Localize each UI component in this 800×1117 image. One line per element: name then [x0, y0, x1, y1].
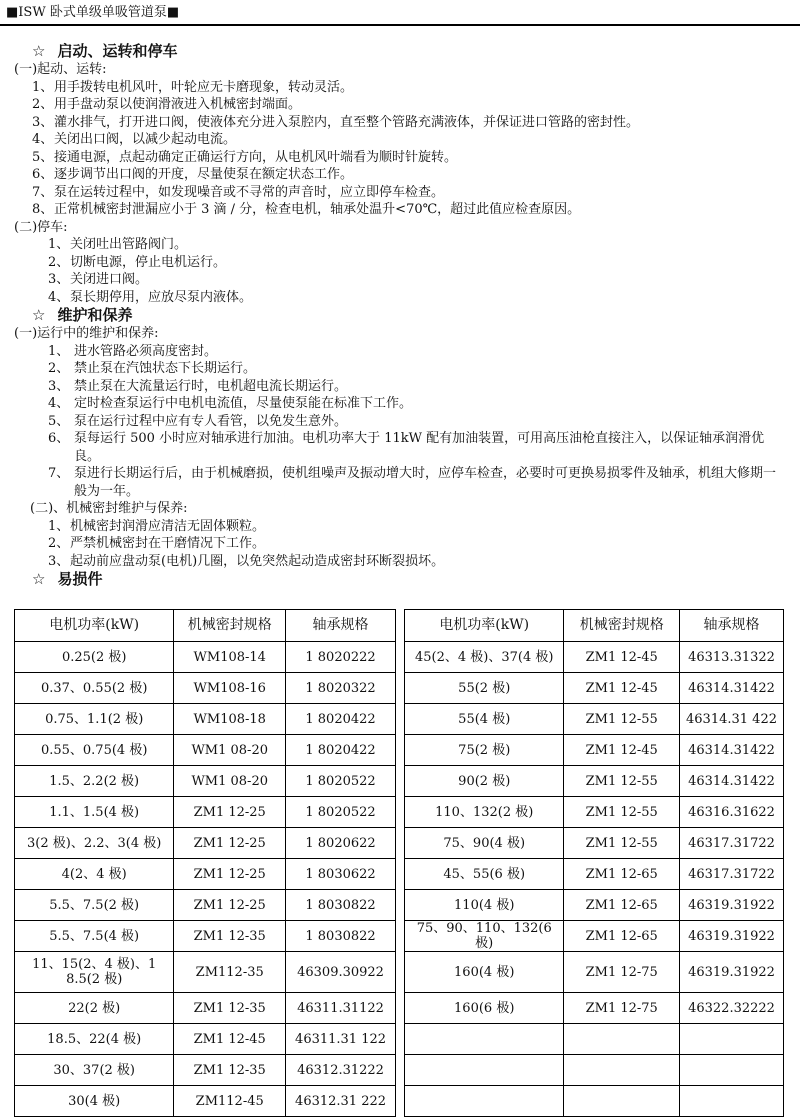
- list-item: [0, 535, 800, 553]
- cell-bearing-spec: 46314.31422: [680, 766, 784, 797]
- cell-bearing-spec: 46312.31 222: [286, 1086, 396, 1117]
- item-text: 关闭进口阀。: [70, 272, 149, 287]
- table-row: [15, 673, 396, 704]
- list-item: [0, 413, 800, 431]
- cell-seal-spec: ZM1 12-35: [174, 921, 286, 952]
- maintain-running-subtitle: (一)运行中的维护和保养:: [14, 326, 159, 341]
- cell-motor-power: 0.75、1.1(2 极): [15, 704, 174, 735]
- table-row: [405, 704, 784, 735]
- list-item: [0, 236, 800, 254]
- item-text: 严禁机械密封在干磨情况下工作。: [70, 536, 266, 551]
- cell-seal-spec: ZM1 12-55: [564, 704, 680, 735]
- cell-bearing-spec: 46311.31122: [286, 993, 396, 1024]
- list-item: [0, 360, 800, 378]
- cell-seal-spec: ZM1 12-75: [564, 952, 680, 993]
- table-row: [15, 1055, 396, 1086]
- table-row: [15, 921, 396, 952]
- item-number: 6、: [48, 431, 70, 446]
- item-number: 6、: [32, 167, 54, 182]
- table-row: [15, 828, 396, 859]
- cell-seal-spec: ZM1 12-45: [564, 642, 680, 673]
- cell-bearing-spec: 46322.32222: [680, 993, 784, 1024]
- item-text: 切断电源，停止电机运行。: [70, 254, 227, 270]
- item-text: 起动前应盘动泵(电机)几圈，以免突然起动造成密封环断裂损坏。: [70, 553, 445, 569]
- cell-bearing-spec: 1 8020422: [286, 704, 396, 735]
- list-item: [0, 430, 800, 465]
- cell-motor-power: 55(2 极): [405, 673, 564, 704]
- cell-seal-spec: ZM1 12-25: [174, 828, 286, 859]
- list-item: [0, 131, 800, 149]
- cell-motor-power: 75、90(4 极): [405, 828, 564, 859]
- maintain-running-list: [0, 343, 800, 501]
- item-text: 进水管路必须高度密封。: [74, 343, 218, 359]
- item-number: 2、: [48, 254, 70, 270]
- item-text: 关闭吐出管路阀门。: [70, 237, 188, 252]
- table-row: [15, 766, 396, 797]
- cell-motor-power: 160(4 极): [405, 952, 564, 993]
- cell-motor-power: 75(2 极): [405, 735, 564, 766]
- item-text: 机械密封润滑应清洁无固体颗粒。: [70, 518, 266, 534]
- item-number: 4、: [48, 289, 70, 305]
- cell-seal-spec: WM108-18: [174, 704, 286, 735]
- list-item: [0, 184, 800, 202]
- cell-bearing-spec: 1 8020522: [286, 766, 396, 797]
- cell-seal-spec: WM1 08-20: [174, 735, 286, 766]
- stop-subtitle: (二)停车:: [14, 219, 68, 235]
- seal-maintain-list: [0, 518, 800, 571]
- cell-bearing-spec: 46314.31422: [680, 735, 784, 766]
- cell-seal-spec: ZM1 12-25: [174, 797, 286, 828]
- cell-seal-spec: ZM1 12-65: [564, 921, 680, 952]
- list-item: [0, 378, 800, 396]
- header-seal-spec: 机械密封规格: [174, 610, 286, 642]
- cell-motor-power: 110(4 极): [405, 890, 564, 921]
- list-item: [0, 79, 800, 97]
- item-text: 灌水排气，打开进口阀，使液体充分进入泵腔内，直至整个管路充满液体，并保证进口管路的密封性。: [54, 114, 640, 130]
- cell-seal-spec: WM108-14: [174, 642, 286, 673]
- cell-seal-spec: [564, 1055, 680, 1086]
- item-number: 5、: [48, 413, 70, 429]
- manual-content: [0, 42, 800, 589]
- cell-seal-spec: ZM1 12-65: [564, 890, 680, 921]
- header-motor-power: 电机功率(kW): [405, 610, 564, 642]
- cell-bearing-spec: 1 8030622: [286, 859, 396, 890]
- list-item: [0, 166, 800, 184]
- list-item: [0, 518, 800, 536]
- cell-seal-spec: ZM1 12-55: [564, 828, 680, 859]
- item-number: 7、: [48, 466, 70, 481]
- cell-seal-spec: ZM1 12-25: [174, 890, 286, 921]
- table-row: [15, 797, 396, 828]
- cell-motor-power: 110、132(2 极): [405, 797, 564, 828]
- table-header-row: [405, 610, 784, 642]
- item-text: 泵进行长期运行后，由于机械磨损，使机组噪声及振动增大时，应停车检查，必要时可更换易损零件及轴承，机组大修期一般为一年。: [74, 466, 777, 499]
- cell-bearing-spec: 46317.31722: [680, 859, 784, 890]
- cell-seal-spec: ZM1 12-45: [174, 1024, 286, 1055]
- cell-motor-power: 5.5、7.5(4 极): [15, 921, 174, 952]
- list-item: [0, 343, 800, 361]
- table-row: [405, 890, 784, 921]
- cell-bearing-spec: 1 8020222: [286, 642, 396, 673]
- cell-motor-power: 1.5、2.2(2 极): [15, 766, 174, 797]
- page-header: [6, 4, 179, 24]
- table-row: [15, 1024, 396, 1055]
- table-row: [15, 993, 396, 1024]
- cell-seal-spec: ZM112-45: [174, 1086, 286, 1117]
- cell-seal-spec: ZM1 12-55: [564, 766, 680, 797]
- cell-motor-power: 90(2 极): [405, 766, 564, 797]
- cell-motor-power: 1.1、1.5(4 极): [15, 797, 174, 828]
- header-bearing-spec: 轴承规格: [680, 610, 784, 642]
- cell-bearing-spec: 46319.31922: [680, 952, 784, 993]
- cell-bearing-spec: 1 8020322: [286, 673, 396, 704]
- item-number: 2、: [48, 361, 70, 376]
- cell-bearing-spec: 1 8030822: [286, 921, 396, 952]
- item-text: 用手拨转电机风叶，叶轮应无卡磨现象，转动灵活。: [54, 79, 354, 95]
- item-text: 泵每运行 500 小时应对轴承进行加油。电机功率大于 11kW 配有加油装置，可用高压油枪直接注入，以保证轴承润滑优良。: [74, 431, 765, 464]
- list-item: [0, 114, 800, 132]
- section-parts-title: ☆ 易损件: [32, 570, 103, 588]
- cell-bearing-spec: [680, 1086, 784, 1117]
- item-number: 2、: [32, 97, 54, 112]
- table-row: [405, 735, 784, 766]
- table-row: [405, 766, 784, 797]
- table-row: [405, 952, 784, 993]
- cell-seal-spec: WM108-16: [174, 673, 286, 704]
- cell-bearing-spec: 46311.31 122: [286, 1024, 396, 1055]
- cell-bearing-spec: [680, 1055, 784, 1086]
- cell-motor-power: 45(2、4 极)、37(4 极): [405, 642, 564, 673]
- spare-parts-tables: [14, 609, 784, 1109]
- list-item: [0, 201, 800, 219]
- item-number: 1、: [48, 237, 70, 252]
- cell-seal-spec: ZM1 12-55: [564, 797, 680, 828]
- list-item: [0, 149, 800, 167]
- table-row: [405, 859, 784, 890]
- seal-maintain-subtitle: (二)、机械密封维护与保养:: [30, 501, 188, 516]
- item-number: 2、: [48, 536, 70, 551]
- item-text: 泵在运转过程中，如发现噪音或不寻常的声音时，应立即停车检查。: [54, 184, 445, 200]
- table-row: [405, 993, 784, 1024]
- cell-seal-spec: [564, 1086, 680, 1117]
- cell-seal-spec: ZM1 12-75: [564, 993, 680, 1024]
- table-row: [405, 921, 784, 952]
- cell-motor-power: [405, 1024, 564, 1055]
- cell-motor-power: 0.55、0.75(4 极): [15, 735, 174, 766]
- section-start-title: ☆ 启动、运转和停车: [32, 42, 178, 60]
- item-text: 禁止泵在汽蚀状态下长期运行。: [74, 361, 257, 376]
- spare-parts-table-right: [404, 609, 784, 1117]
- item-number: 4、: [48, 396, 70, 411]
- item-number: 1、: [32, 79, 54, 95]
- cell-bearing-spec: 46319.31922: [680, 921, 784, 952]
- list-item: [0, 289, 800, 307]
- item-number: 5、: [32, 149, 54, 165]
- cell-bearing-spec: [680, 1024, 784, 1055]
- cell-bearing-spec: 1 8020622: [286, 828, 396, 859]
- star-icon: ☆: [32, 570, 46, 588]
- cell-bearing-spec: 46319.31922: [680, 890, 784, 921]
- item-text: 接通电源，点起动确定正确运行方向，从电机风叶端看为顺时针旋转。: [54, 149, 458, 165]
- cell-seal-spec: ZM1 12-65: [564, 859, 680, 890]
- cell-motor-power: 5.5、7.5(2 极): [15, 890, 174, 921]
- list-item: [0, 254, 800, 272]
- stop-list: [0, 236, 800, 306]
- cell-seal-spec: ZM1 12-25: [174, 859, 286, 890]
- header-bearing-spec: 轴承规格: [286, 610, 396, 642]
- header-seal-spec: 机械密封规格: [564, 610, 680, 642]
- cell-seal-spec: ZM1 12-45: [564, 735, 680, 766]
- table-header-row: [15, 610, 396, 642]
- table-row: [15, 859, 396, 890]
- item-number: 1、: [48, 518, 70, 534]
- cell-seal-spec: ZM1 12-35: [174, 993, 286, 1024]
- table-row: [405, 1086, 784, 1117]
- cell-bearing-spec: 46312.31222: [286, 1055, 396, 1086]
- cell-bearing-spec: 46317.31722: [680, 828, 784, 859]
- cell-motor-power: 45、55(6 极): [405, 859, 564, 890]
- cell-motor-power: 30、37(2 极): [15, 1055, 174, 1086]
- cell-bearing-spec: 1 8020422: [286, 735, 396, 766]
- section-maintain-title: ☆ 维护和保养: [32, 306, 133, 324]
- item-text: 泵在运行过程中应有专人看管，以免发生意外。: [74, 413, 348, 429]
- spare-parts-table-left: [14, 609, 396, 1117]
- list-item: [0, 465, 800, 500]
- cell-seal-spec: [564, 1024, 680, 1055]
- cell-seal-spec: ZM112-35: [174, 952, 286, 993]
- cell-motor-power: 11、15(2、4 极)、1 8.5(2 极): [15, 952, 174, 993]
- table-row: [15, 642, 396, 673]
- item-number: 8、: [32, 202, 54, 217]
- cell-seal-spec: WM1 08-20: [174, 766, 286, 797]
- table-row: [405, 1024, 784, 1055]
- star-icon: ☆: [32, 42, 46, 60]
- cell-motor-power: 3(2 极)、2.2、3(4 极): [15, 828, 174, 859]
- item-text: 用手盘动泵以使润滑液进入机械密封端面。: [54, 97, 302, 112]
- cell-motor-power: 22(2 极): [15, 993, 174, 1024]
- star-icon: ☆: [32, 306, 46, 324]
- table-row: [405, 797, 784, 828]
- item-number: 4、: [32, 132, 54, 147]
- item-number: 7、: [32, 184, 54, 200]
- cell-motor-power: 0.25(2 极): [15, 642, 174, 673]
- cell-bearing-spec: 46309.30922: [286, 952, 396, 993]
- cell-bearing-spec: 46316.31622: [680, 797, 784, 828]
- table-row: [405, 642, 784, 673]
- item-number: 3、: [48, 553, 70, 569]
- cell-seal-spec: ZM1 12-35: [174, 1055, 286, 1086]
- cell-motor-power: 55(4 极): [405, 704, 564, 735]
- cell-motor-power: [405, 1055, 564, 1086]
- start-run-subtitle: (一)起动、运转:: [14, 62, 107, 77]
- item-text: 关闭出口阀，以减少起动电流。: [54, 132, 237, 147]
- item-text: 泵长期停用，应放尽泵内液体。: [70, 289, 253, 305]
- cell-motor-power: [405, 1086, 564, 1117]
- start-run-list: [0, 79, 800, 219]
- item-text: 逐步调节出口阀的开度，尽量使泵在额定状态工作。: [54, 167, 354, 182]
- table-row: [405, 673, 784, 704]
- table-row: [15, 704, 396, 735]
- list-item: [0, 553, 800, 571]
- cell-motor-power: 75、90、110、132(6 极): [405, 921, 564, 952]
- cell-bearing-spec: 46314.31 422: [680, 704, 784, 735]
- item-number: 3、: [48, 272, 70, 287]
- table-row: [15, 735, 396, 766]
- table-row: [15, 890, 396, 921]
- list-item: [0, 271, 800, 289]
- item-number: 1、: [48, 343, 70, 359]
- table-row: [15, 952, 396, 993]
- cell-bearing-spec: 46313.31322: [680, 642, 784, 673]
- header-rule: [0, 24, 800, 26]
- table-row: [15, 1086, 396, 1117]
- item-text: 禁止泵在大流量运行时，电机超电流长期运行。: [74, 378, 348, 394]
- list-item: [0, 395, 800, 413]
- cell-bearing-spec: 1 8030822: [286, 890, 396, 921]
- item-text: 正常机械密封泄漏应小于 3 滴 / 分，检查电机，轴承处温升<70℃，超过此值应检查原因。: [54, 202, 581, 217]
- table-row: [405, 1055, 784, 1086]
- header-motor-power: 电机功率(kW): [15, 610, 174, 642]
- header-title: ■ISW 卧式单级单吸管道泵■: [6, 5, 180, 20]
- cell-motor-power: 160(6 极): [405, 993, 564, 1024]
- cell-motor-power: 30(4 极): [15, 1086, 174, 1117]
- cell-motor-power: 0.37、0.55(2 极): [15, 673, 174, 704]
- item-number: 3、: [48, 378, 70, 394]
- item-text: 定时检查泵运行中电机电流值，尽量使泵能在标准下工作。: [74, 396, 413, 411]
- table-row: [405, 828, 784, 859]
- cell-motor-power: 18.5、22(4 极): [15, 1024, 174, 1055]
- cell-motor-power: 4(2、4 极): [15, 859, 174, 890]
- cell-bearing-spec: 46314.31422: [680, 673, 784, 704]
- item-number: 3、: [32, 114, 54, 130]
- list-item: [0, 96, 800, 114]
- cell-seal-spec: ZM1 12-45: [564, 673, 680, 704]
- cell-bearing-spec: 1 8020522: [286, 797, 396, 828]
